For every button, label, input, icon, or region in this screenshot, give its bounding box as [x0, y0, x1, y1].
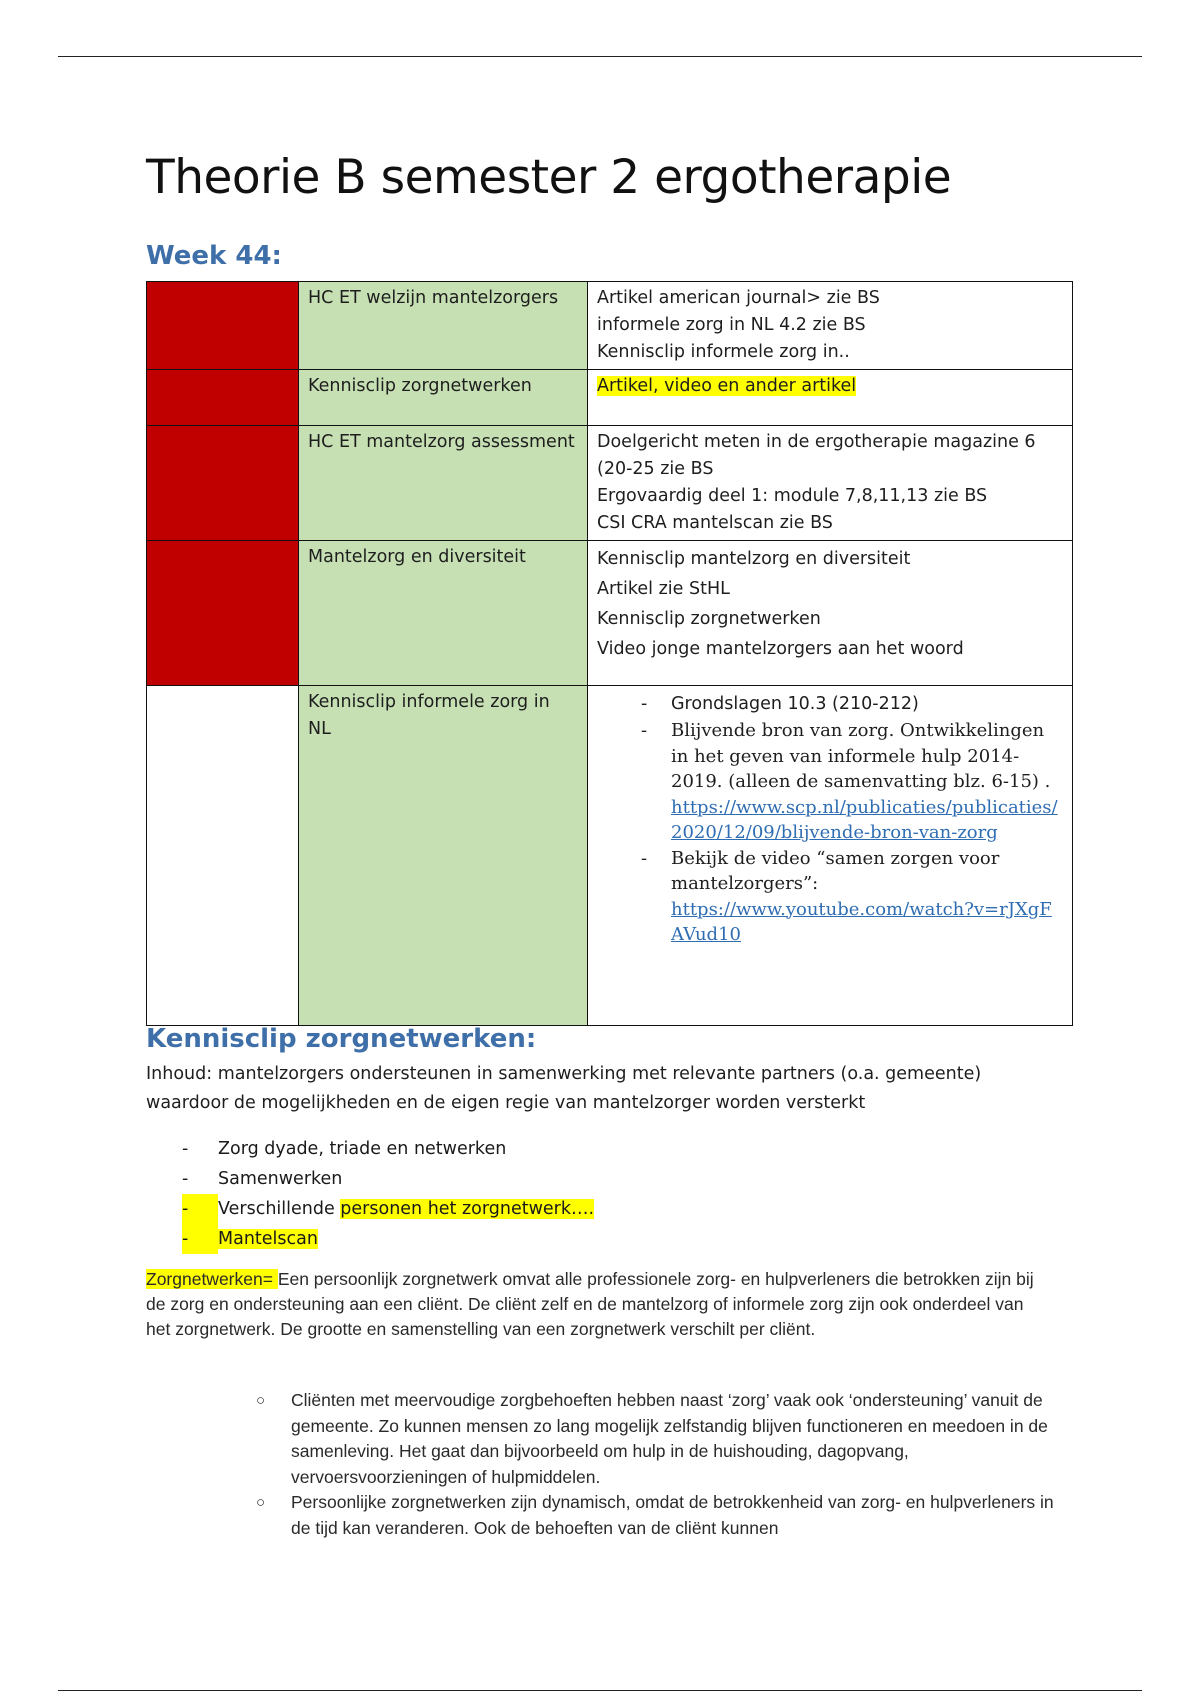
content-cell — [588, 426, 1073, 541]
scp-publication-link[interactable]: https://www.scp.nl/publicaties/publicaties/2020/12/09/blijvende-bron-van-zorg — [671, 796, 1058, 843]
list-item: - Grondslagen 10.3 (210-212) — [597, 691, 1063, 718]
sub-points-list — [250, 1388, 1060, 1541]
status-marker-red — [147, 541, 299, 686]
topic-bullets — [146, 1134, 594, 1254]
content-line: Kennisclip mantelzorg en diversiteit — [597, 549, 911, 569]
topic-cell: HC ET welzijn mantelzorgers — [299, 282, 588, 370]
content-cell — [588, 370, 1073, 426]
content-line: Artikel zie StHL — [597, 579, 730, 599]
topic-cell: Kennisclip zorgnetwerken — [299, 370, 588, 426]
content-line: CSI CRA mantelscan zie BS — [597, 513, 833, 533]
content-line: Doelgericht meten in de ergotherapie magazine 6 (20-25 zie BS — [597, 432, 1036, 479]
week-schedule-table — [146, 281, 1073, 1026]
list-item: - Bekijk de video “samen zorgen voor mantelzorgers”: https://www.youtube.com/watch?v=rJXgFAVud10 — [597, 846, 1063, 948]
page-title: Theorie B semester 2 ergotherapie — [146, 150, 952, 205]
content-list — [597, 691, 1063, 948]
table-row — [147, 282, 1073, 370]
status-marker-red — [147, 426, 299, 541]
highlighted-content: Artikel, video en ander artikel — [597, 376, 857, 396]
topic-cell: Kennisclip informele zorg in NL — [299, 686, 588, 1026]
content-cell — [588, 282, 1073, 370]
section-heading: Kennisclip zorgnetwerken: — [146, 1024, 537, 1054]
content-line: informele zorg in NL 4.2 zie BS — [597, 315, 866, 335]
table-row — [147, 686, 1073, 1026]
content-cell — [588, 686, 1073, 1026]
list-item: - Blijvende bron van zorg. Ontwikkelingen in het geven van informele hulp 2014-2019. (alleen de samenvatting blz. 6-15) . https://www.scp.nl/publicaties/publicaties/2020/12/09/blijvende-bron-van-zorg — [597, 718, 1063, 846]
circle-bullet-icon: ○ — [256, 1392, 266, 1409]
table-row — [147, 426, 1073, 541]
list-item: - Verschillende personen het zorgnetwerk…. — [146, 1194, 594, 1224]
list-item: - Zorg dyade, triade en netwerken — [182, 1139, 507, 1159]
definition-paragraph — [146, 1267, 1046, 1342]
week-heading: Week 44: — [146, 241, 282, 271]
definition-text: Een persoonlijk zorgnetwerk omvat alle professionele zorg- en hulpverleners die betrokken zijn bij de zorg en ondersteuning aan een cliënt. De cliënt zelf en de mantelzorg of informele zorg zijn ook onderdeel van het zorgnetwerk. De grootte en samenstelling van een zorgnetwerk verschilt per cliënt. — [146, 1269, 1034, 1339]
list-item: - Mantelscan — [146, 1224, 594, 1254]
status-marker-red — [147, 370, 299, 426]
content-line: Kennisclip zorgnetwerken — [597, 609, 821, 629]
top-rule — [58, 56, 1142, 57]
content-line: Video jonge mantelzorgers aan het woord — [597, 639, 964, 659]
circle-bullet-icon: ○ — [256, 1494, 266, 1511]
content-line: Kennisclip informele zorg in.. — [597, 342, 850, 362]
content-cell — [588, 541, 1073, 686]
topic-cell: Mantelzorg en diversiteit — [299, 541, 588, 686]
bottom-rule — [58, 1690, 1142, 1691]
intro-paragraph: Inhoud: mantelzorgers ondersteunen in samenwerking met relevante partners (o.a. gemeente) waardoor de mogelijkheden en de eigen regie van mantelzorger worden versterkt — [146, 1064, 982, 1113]
table-row — [147, 541, 1073, 686]
definition-term: Zorgnetwerken= — [146, 1269, 278, 1289]
list-item: ○ Cliënten met meervoudige zorgbehoeften hebben naast ‘zorg’ vaak ook ‘ondersteuning’ vanuit de gemeente. Zo kunnen mensen zo lang mogelijk zelfstandig blijven functioneren en meedoen in de samenleving. Het gaat dan bijvoorbeeld om hulp in de huishouding, dagopvang, vervoersvoorzieningen of hulpmiddelen. — [256, 1390, 1048, 1487]
topic-cell: HC ET mantelzorg assessment — [299, 426, 588, 541]
status-marker-red — [147, 282, 299, 370]
list-item: ○ Persoonlijke zorgnetwerken zijn dynamisch, omdat de betrokkenheid van zorg- en hulpverleners in de tijd kan veranderen. Ook de behoeften van de cliënt kunnen — [256, 1492, 1054, 1538]
youtube-video-link[interactable]: https://www.youtube.com/watch?v=rJXgFAVud10 — [671, 898, 1052, 945]
status-marker-empty — [147, 686, 299, 1026]
list-item: - Samenwerken — [182, 1169, 343, 1189]
table-row — [147, 370, 1073, 426]
content-line: Artikel american journal> zie BS — [597, 288, 880, 308]
content-line: Ergovaardig deel 1: module 7,8,11,13 zie BS — [597, 486, 988, 506]
